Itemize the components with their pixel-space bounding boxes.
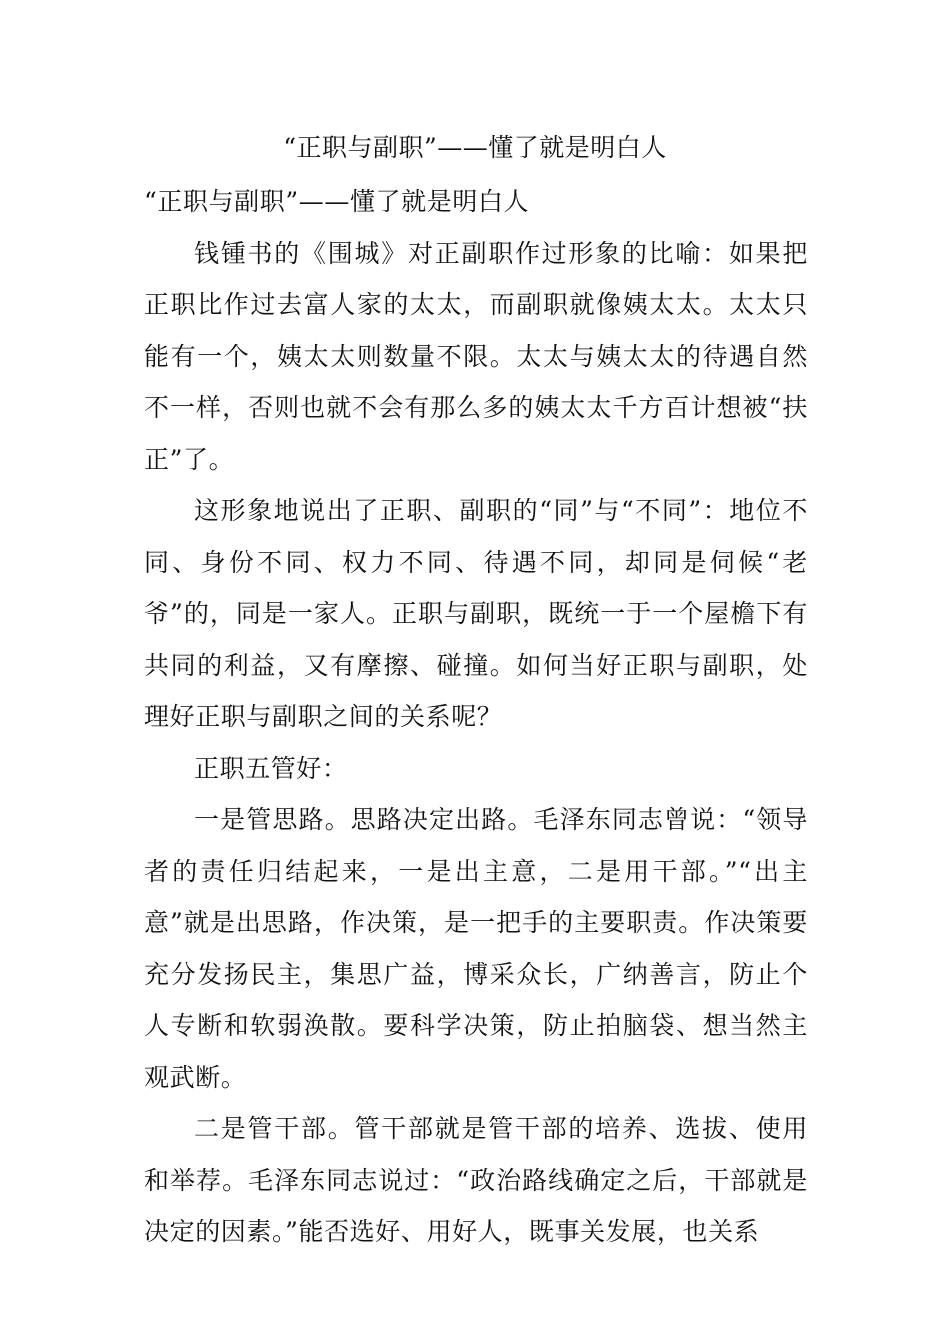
document-subtitle: “正职与副职”——懂了就是明白人 bbox=[144, 187, 530, 216]
paragraph: 钱锺书的《围城》对正副职作过形象的比喻：如果把正职比作过去富人家的太太，而副职就像姨太太。太太只能有一个，姨太太则数量不限。太太与姨太太的待遇自然不一样，否则也就不会有那么多的姨太太千方百计想被“扶正”了。 bbox=[144, 238, 808, 474]
paragraph: 这形象地说出了正职、副职的“同”与“不同”：地位不同、身份不同、权力不同、待遇不同，却同是伺候“老爷”的，同是一家人。正职与副职，既统一于一个屋檐下有共同的利益，又有摩擦、碰撞。如何当好正职与副职，处理好正职与副职之间的关系呢？ bbox=[144, 496, 808, 731]
document-body bbox=[144, 176, 808, 1258]
paragraph: 二是管干部。管干部就是管干部的培养、选拔、使用和举荐。毛泽东同志说过：“政治路线确定之后，干部就是决定的因素。”能否选好、用好人，既事关发展，也关系 bbox=[144, 1114, 808, 1246]
section-heading: 正职五管好： bbox=[194, 753, 348, 783]
document-title: “正职与副职”——懂了就是明白人 bbox=[283, 133, 667, 162]
paragraph: 一是管思路。思路决定出路。毛泽东同志曾说：“领导者的责任归结起来，一是出主意，二是用干部。”“出主意”就是出思路，作决策，是一把手的主要职责。作决策要充分发扬民主，集思广益，博采众长，广纳善言，防止个人专断和软弱涣散。要科学决策，防止拍脑袋、想当然主观武断。 bbox=[144, 805, 808, 1092]
